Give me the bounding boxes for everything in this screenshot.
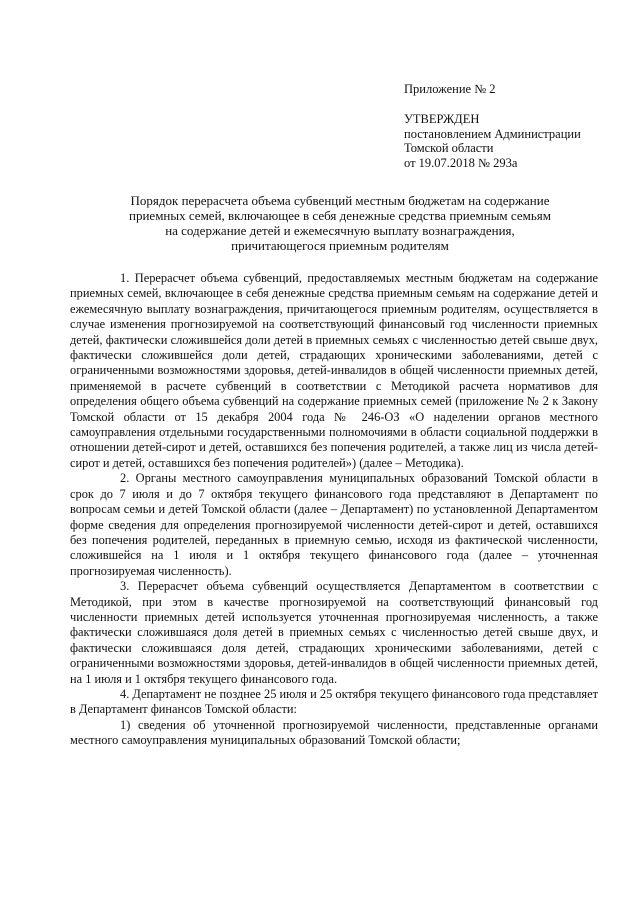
title-line: на содержание детей и ежемесячную выплату вознаграждения, — [165, 223, 515, 238]
title-line: Порядок перерасчета объема субвенций местным бюджетам на содержание — [130, 193, 550, 208]
approved-label: УТВЕРЖДЕН — [404, 112, 480, 126]
paragraph-3: 3. Перерасчет объема субвенций осуществляется Департаментом в соответствии с Методикой, при этом в качестве прогнозируемой на соответствующий финансовый год численности приемных детей используется уточненная прогнозируемая численность, а также фактически сложившаяся доля детей в приемных семьях с численностью детей свыше двух, и фактически сложившаяся доля детей, страдающих хроническими заболеваниями, детей с ограниченными возможностями здоровья, детей-инвалидов в общей численности приемных детей, на 1 июля и 1 октября текущего финансового года. — [70, 579, 598, 686]
region-label: Томской области — [404, 141, 494, 155]
document-body — [70, 271, 598, 749]
approval-block — [404, 112, 581, 170]
paragraph-1: 1. Перерасчет объема субвенций, предоставляемых местным бюджетам на содержание приемных семей, включающее в себя денежные средства приемным семьям на содержание детей и ежемесячную выплату вознаграждения, причитающегося приемным родителям, осуществляется в случае изменения прогнозируемой на соответствующий финансовый год численности приемных детей, фактически сложившейся доли детей в приемных семьях с численностью детей свыше двух, фактически сложившейся доли детей, страдающих хроническими заболеваниями, детей с ограниченными возможностями здоровья, детей-инвалидов в общей численности приемных детей, применяемой в расчете субвенций в соответствии с Методикой расчета нормативов для определения общего объема субвенций на содержание приемных семей (приложение № 2 к Закону Томской области от 15 декабря 2004 года № 246-ОЗ «О наделении органов местного самоуправления отдельными государственными полномочиями в области социальной поддержки в отношении детей-сирот и детей, оставшихся без попечения родителей, а также лиц из числа детей-сирот и детей, оставшихся без попечения родителей») (далее – Методика). — [70, 271, 598, 470]
paragraph-4: 4. Департамент не позднее 25 июля и 25 октября текущего финансового года представляет в Департамент финансов Томской области: — [70, 686, 598, 717]
paragraph-4-item-1: 1) сведения об уточненной прогнозируемой численности, представленные органами местного самоуправления муниципальных образований Томской области; — [70, 717, 598, 748]
paragraph-2: 2. Органы местного самоуправления муниципальных образований Томской области в срок до 7 июля и до 7 октября текущего финансового года представляют в Департамент по вопросам семьи и детей Томской области (далее – Департамент) по установленной Департаментом форме сведения для определения прогнозируемой численности детей-сирот и детей, оставшихся без попечения родителей, переданных в приемную семью, исходя из фактической численности, сложившейся на 1 июля и 1 октября текущего финансового года (далее – уточненная прогнозируемая численность). — [70, 471, 598, 578]
decree-date: от 19.07.2018 № 293а — [404, 155, 518, 170]
title-line: причитающегося приемным родителям — [231, 238, 449, 253]
decree-label: постановлением Администрации — [404, 126, 581, 141]
appendix-number: Приложение № 2 — [404, 82, 496, 96]
title-line: приемных семей, включающее в себя денежные средства приемным семьям — [129, 208, 551, 223]
document-title — [90, 193, 590, 253]
